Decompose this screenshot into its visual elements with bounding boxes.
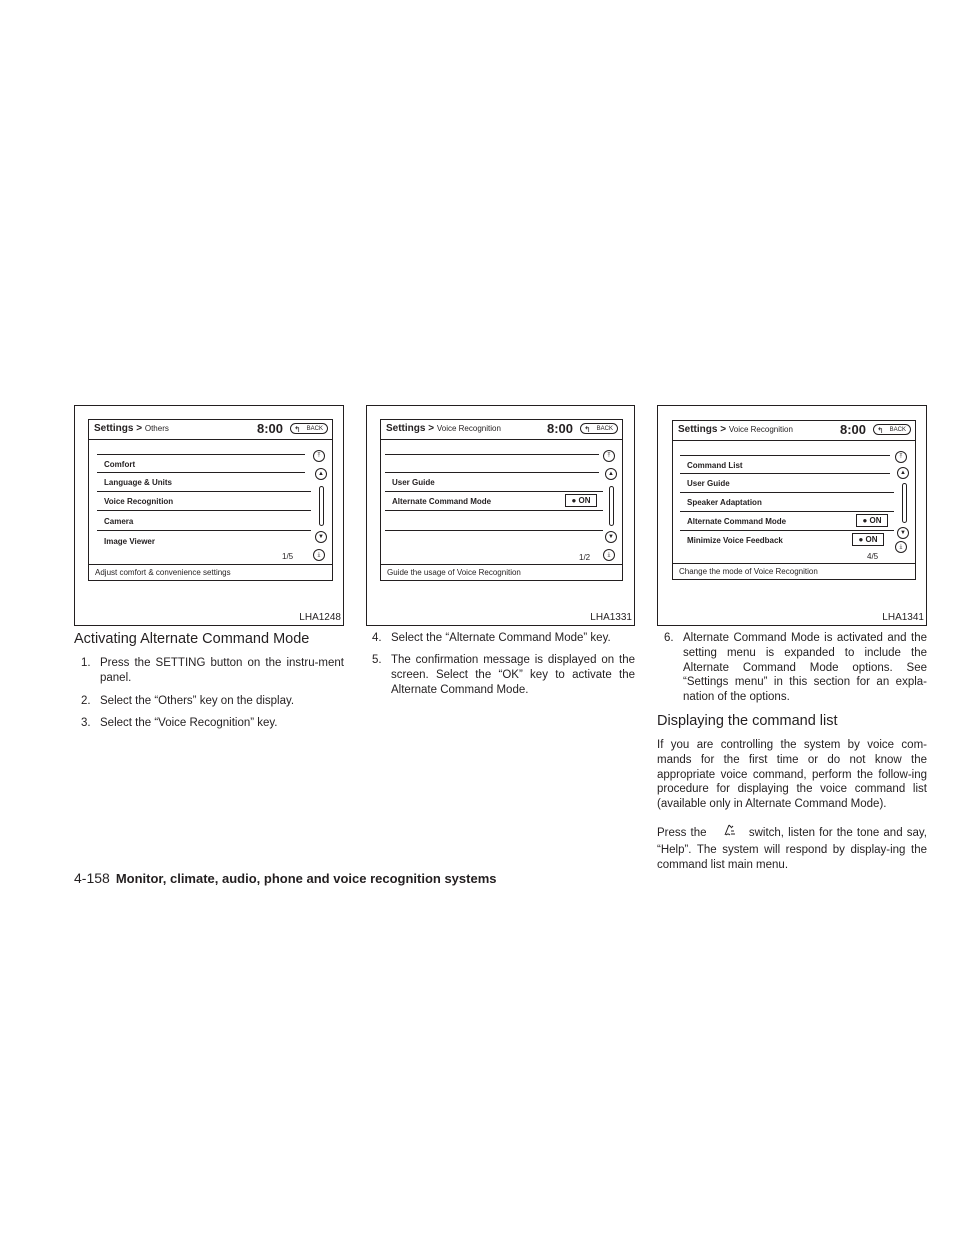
- scroll-bottom-icon[interactable]: ⤓: [895, 541, 907, 553]
- menu-item-alternate-command-mode[interactable]: Alternate Command Mode ● ON: [680, 512, 894, 531]
- menu-item-blank: [385, 454, 599, 473]
- step-item: 2. Select the “Others” key on the display.: [81, 695, 295, 707]
- page-indicator: 1/2: [579, 553, 591, 562]
- back-button[interactable]: ↰ BACK: [873, 424, 911, 435]
- scroll-down-icon[interactable]: ▼: [315, 531, 327, 543]
- menu-item-image-viewer[interactable]: Image Viewer: [104, 537, 155, 546]
- menu-item-user-guide[interactable]: User Guide: [680, 474, 894, 493]
- paragraph: Press the switch, listen for the tone and say, “Help”. The system will respond by display-ing the command list main menu.: [657, 822, 927, 872]
- step-item: 3. Select the “Voice Recognition” key.: [81, 717, 278, 729]
- scroll-up-icon[interactable]: ▲: [315, 468, 327, 480]
- screen-title: Settings > Voice Recognition: [386, 423, 501, 434]
- chapter-title: Monitor, climate, audio, phone and voice recognition systems: [115, 871, 497, 886]
- menu-item-comfort[interactable]: Comfort: [97, 454, 305, 473]
- page-indicator: 1/5: [282, 552, 294, 561]
- step-item: 6. Alternate Command Mode is activated and the setting menu is expanded to include the Alternate Command Mode options. See “Settings menu” in this section for an expla-nation of the options.: [664, 632, 927, 704]
- screen-display: [380, 419, 623, 581]
- scroll-down-icon[interactable]: ▼: [605, 531, 617, 543]
- screen-header: [381, 420, 622, 440]
- menu-item-voice-recognition[interactable]: Voice Recognition: [97, 492, 311, 511]
- menu-item-language-units[interactable]: Language & Units: [97, 473, 311, 492]
- toggle-on-indicator[interactable]: ● ON: [565, 494, 597, 507]
- section-heading: Activating Alternate Command Mode: [74, 631, 310, 647]
- back-arrow-icon: ↰: [584, 425, 591, 434]
- menu-item-speaker-adaptation[interactable]: Speaker Adaptation: [680, 493, 894, 512]
- section-heading: Displaying the command list: [657, 713, 838, 729]
- menu-item-blank: [385, 532, 599, 551]
- page-indicator: 4/5: [867, 552, 879, 561]
- scroll-top-icon[interactable]: ⤒: [895, 451, 907, 463]
- scroll-top-icon[interactable]: ⤒: [313, 450, 325, 462]
- figure-expanded-voice-menu: [657, 405, 927, 626]
- figure-others-menu: [74, 405, 344, 626]
- toggle-on-indicator[interactable]: ● ON: [852, 533, 884, 546]
- screen-display: [672, 420, 916, 580]
- clock: 8:00: [839, 422, 866, 437]
- menu-item-blank: [385, 512, 603, 531]
- talk-switch-icon: [711, 822, 745, 843]
- scroll-bottom-icon[interactable]: ⤓: [313, 549, 325, 561]
- screen-title: Settings > Voice Recognition: [678, 424, 793, 435]
- back-button[interactable]: ↰ BACK: [580, 423, 618, 434]
- paragraph: If you are controlling the system by voice com-mands for the first time or do not know the appropriate voice command, perform the follow-ing procedure for displaying the voice command list (available only in Alternate Command Mode).: [657, 739, 927, 811]
- scroll-top-icon[interactable]: ⤒: [603, 450, 615, 462]
- back-arrow-icon: ↰: [877, 426, 884, 435]
- menu-item-user-guide[interactable]: User Guide: [385, 473, 603, 492]
- scroll-down-icon[interactable]: ▼: [897, 527, 909, 539]
- status-text: Change the mode of Voice Recognition: [673, 563, 915, 579]
- figure-id: LHA1341: [882, 612, 924, 623]
- scroll-up-icon[interactable]: ▲: [897, 467, 909, 479]
- step-item: 4. Select the “Alternate Command Mode” key.: [372, 632, 611, 644]
- scrollbar-track[interactable]: [319, 486, 324, 526]
- figure-id: LHA1331: [590, 612, 632, 623]
- step-item: 1. Press the SETTING button on the instru-ment panel.: [81, 657, 344, 684]
- clock: 8:00: [546, 421, 573, 436]
- menu-item-alternate-command-mode[interactable]: Alternate Command Mode ● ON: [385, 492, 603, 511]
- screen-header: [89, 420, 332, 440]
- page-footer: [74, 870, 497, 886]
- page-number: 4-158: [74, 870, 110, 886]
- screen-title: Settings > Others: [94, 423, 169, 434]
- scrollbar-track[interactable]: [609, 486, 614, 526]
- scroll-up-icon[interactable]: ▲: [605, 468, 617, 480]
- clock: 8:00: [256, 421, 283, 436]
- scroll-bottom-icon[interactable]: ⤓: [603, 549, 615, 561]
- step-item: 5. The confirmation message is displayed on the screen. Select the “OK” key to activate the Alternate Command Mode.: [372, 654, 635, 696]
- figure-id: LHA1248: [299, 612, 341, 623]
- screen-header: [673, 421, 915, 441]
- menu-item-camera[interactable]: Camera: [97, 512, 311, 531]
- screen-display: [88, 419, 333, 581]
- status-text: Adjust comfort & convenience settings: [89, 564, 332, 580]
- toggle-on-indicator[interactable]: ● ON: [856, 514, 888, 527]
- menu-item-command-list[interactable]: Command List: [680, 455, 890, 474]
- back-arrow-icon: ↰: [294, 425, 301, 434]
- scrollbar-track[interactable]: [902, 483, 907, 523]
- menu-item-minimize-voice-feedback[interactable]: Minimize Voice Feedback ● ON: [680, 531, 890, 550]
- back-button[interactable]: ↰ BACK: [290, 423, 328, 434]
- status-text: Guide the usage of Voice Recognition: [381, 564, 622, 580]
- figure-voice-recognition-menu: [366, 405, 635, 626]
